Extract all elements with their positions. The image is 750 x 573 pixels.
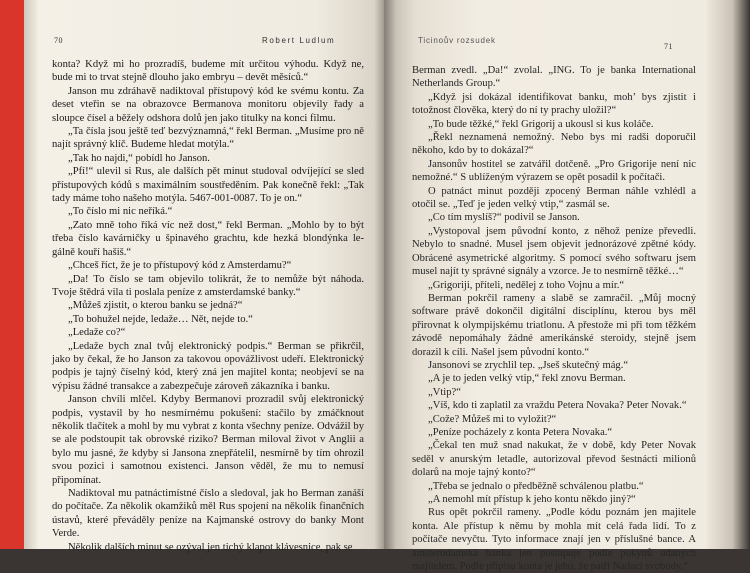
paragraph: Berman pokrčil rameny a slabě se zamračil. „Můj mocný software právě dokončil digitální disciplínu, kterou bys měl přirovnat k olympijskému triatlonu. A přestože mi při tom těžkém závodě nepomáhaly žádné amerikánské steroidy, stejně jsem dorazil k cíli. Našel jsem původní konto.“ (412, 292, 696, 358)
paragraph: „A je to jeden velký vtip,“ řekl znovu Berman. (428, 373, 626, 385)
paragraph: Nadiktoval mu patnáctimístné číslo a sledoval, jak ho Berman zanáší do počítače. Za několik okamžiků měl Rus spojení na několik finančních ústavů, které převáděly peníze na Kajmanské ostrovy do banky Mont Verde. (52, 488, 364, 540)
paragraph: „Ledaže bych znal tvůj elektronický podpis.“ Berman se přikrčil, jako by čekal, že ho Janson za takovou opovážlivost udeří. Elektronický podpis je tajný číselný kód, který zná jen majitel konta; neobjeví se na výpisu žádné transakce a zabezpečuje zároveň zákazníka i banku. (52, 340, 364, 392)
paragraph: „Třeba se jednalo o předběžně schválenou platbu.“ (428, 480, 644, 492)
paragraph: Janson mu zdráhavě nadiktoval přístupový kód ke svému kontu. Za deset vteřin se na obrazovce Bermanova monitoru objevily řady a sloupce čísel a běžely odshora dolů jen jako titulky na konci filmu. (52, 85, 364, 124)
left-page-edges (24, 0, 38, 549)
right-page-edges (706, 0, 750, 549)
paragraph: „Ta čísla jsou ještě teď bezvýznamná,“ řekl Berman. „Musíme pro ně najít správný klíč. Budeme hledat motýla.“ (52, 126, 364, 151)
paragraph: Berman zvedl. „Da!“ zvolal. „ING. To je banka International Netherlands Group.“ (412, 65, 696, 90)
paragraph: „A nemohl mít přístup k jeho kontu někdo jiný?“ (428, 494, 636, 505)
paragraph: „Vtip?“ (428, 386, 461, 398)
book-cover-edge (0, 0, 24, 549)
paragraph: „Cože? Můžeš mi to vyložit?“ (428, 413, 557, 425)
paragraph: „Co tím myslíš?“ podivil se Janson. (428, 212, 580, 224)
paragraph: „Da! To číslo se tam objevilo tolikrát, že to nemůže být náhoda. Tvoje štědrá vila ti poslala peníze z amsterdamské banky.“ (52, 273, 364, 298)
paragraph: Janson chvíli mlčel. Kdyby Bermanovi prozradil svůj elektronický podpis, vystavil by ho nesmírnému pokušení: stačilo by zmáčknout několik tlačítek a mohl by mu vybrat z konta všechny peníze. Odvážil by se ale podstoupit tak obrovské riziko? Berman miloval život v Anglii a bylo mu jasné, že kdyby si Jansona znepřátelil, nesmírně by tím ohrozil svou pozici i samotnou existenci. Janson věděl, že mu to nemusí připomínat. (52, 394, 364, 486)
paragraph: „Zato mně toho říká víc než dost,“ řekl Berman. „Mohlo by to být třeba číslo kavárničky u špinavého grachtu, kde hezká blondýnka le-gálně kouří hašiš.“ (52, 219, 364, 258)
paragraph: Rus opět pokrčil rameny. „Podle kódu poznám jen majitele konta. Ale přístup k němu by mohla mít celá řada lidí. To z počítače nevyčtu. Tyto informace znají jen v příslušné bance. A amsterodamská banka jen postupuje podle pokynů udaných majitelem. Podle přípisu konta je jeho, že patří Nadaci svobody.“ (412, 507, 696, 573)
book-gutter (374, 0, 396, 549)
left-page-number: 70 (54, 36, 63, 45)
paragraph: „Víš, kdo ti zaplatil za vraždu Petera Novaka? Peter Novak.“ (428, 400, 687, 412)
paragraph: O patnáct minut později zpocený Berman náhle vzhlédl a otočil se. „Teď je jeden velký vtip,“ zasmál se. (412, 185, 696, 211)
paragraph: Několik dalších minut se ozýval jen tichý klapot klávesnice, pak se (68, 541, 353, 553)
paragraph: „Tak ho najdi,“ pobídl ho Janson. (68, 152, 210, 164)
paragraph: „Ledaže co?“ (68, 327, 126, 339)
paragraph: „Můžeš zjistit, o kterou banku se jedná?“ (68, 300, 243, 312)
paragraph: konta? Když mi ho prozradíš, budeme mít určitou výhodu. Když ne, bude mi to trvat stejně dlouho jako embryu – devět měsíců.“ (52, 59, 364, 84)
paragraph: „To číslo mi nic neříká.“ (68, 206, 173, 218)
paragraph: „Peníze pocházely z konta Petera Novaka.“ (428, 426, 613, 438)
paragraph: Jansonův hostitel se zatvářil dotčeně. „Pro Grigorije není nic nemožné.“ S ublíženým výrazem se opět posadil k počítači. (412, 158, 696, 184)
left-page-text (52, 58, 364, 554)
paragraph: „Čekal ten muž snad nakukat, že v době, kdy Peter Novak seděl v anurským letadle, autorizoval převod šestnácti milionů dolarů na moje tajný konto?“ (412, 440, 696, 479)
right-page-text (412, 64, 696, 573)
paragraph: „Když jsi dokázal identifikovat banku, moh’ bys zjistit i totožnost člověka, který do ní ty prachy uložil?“ (412, 91, 696, 117)
right-running-head: Ticinoův rozsudek (418, 36, 496, 45)
paragraph: „Řekl neznamená nemožný. Nebo bys mi radši doporučil někoho, kdo by to dokázal?“ (412, 132, 696, 157)
paragraph: „Chceš říct, že je to přístupový kód z Amsterdamu?“ (68, 260, 292, 272)
paragraph: „Pfí!“ ulevil si Rus, ale dalších pět minut studoval odvíjející se sled přístupových kódů s maximálním soustředěním. Pak konečně řekl: „Tak tady máme toho našeho motýla. 5467-001-0087. To je on.“ (52, 166, 364, 205)
paragraph: „To bohužel nejde, ledaže… Nět, nejde to.“ (68, 313, 253, 325)
paragraph: Jansonovi se zrychlil tep. „Jseš skutečný mág.“ (428, 359, 629, 371)
paragraph: „Vystopoval jsem původní konto, z něhož peníze převedli. Nebylo to snadné. Musel jsem objevit jednorázové zpětné kódy. Obrácené asymetrické algoritmy. S pomocí svého softwaru jsem musel najít ty správné signály a vzorce. Je to nesmírně těžké…“ (412, 225, 696, 278)
paragraph: „To bude těžké,“ řekl Grigorij a ukousl si kus koláče. (428, 118, 654, 130)
right-page-number: 71 (664, 42, 673, 51)
left-running-head: Robert Ludlum (262, 36, 336, 45)
paragraph: „Grigoriji, příteli, nedělej z toho Vojnu a mír.“ (428, 279, 625, 291)
